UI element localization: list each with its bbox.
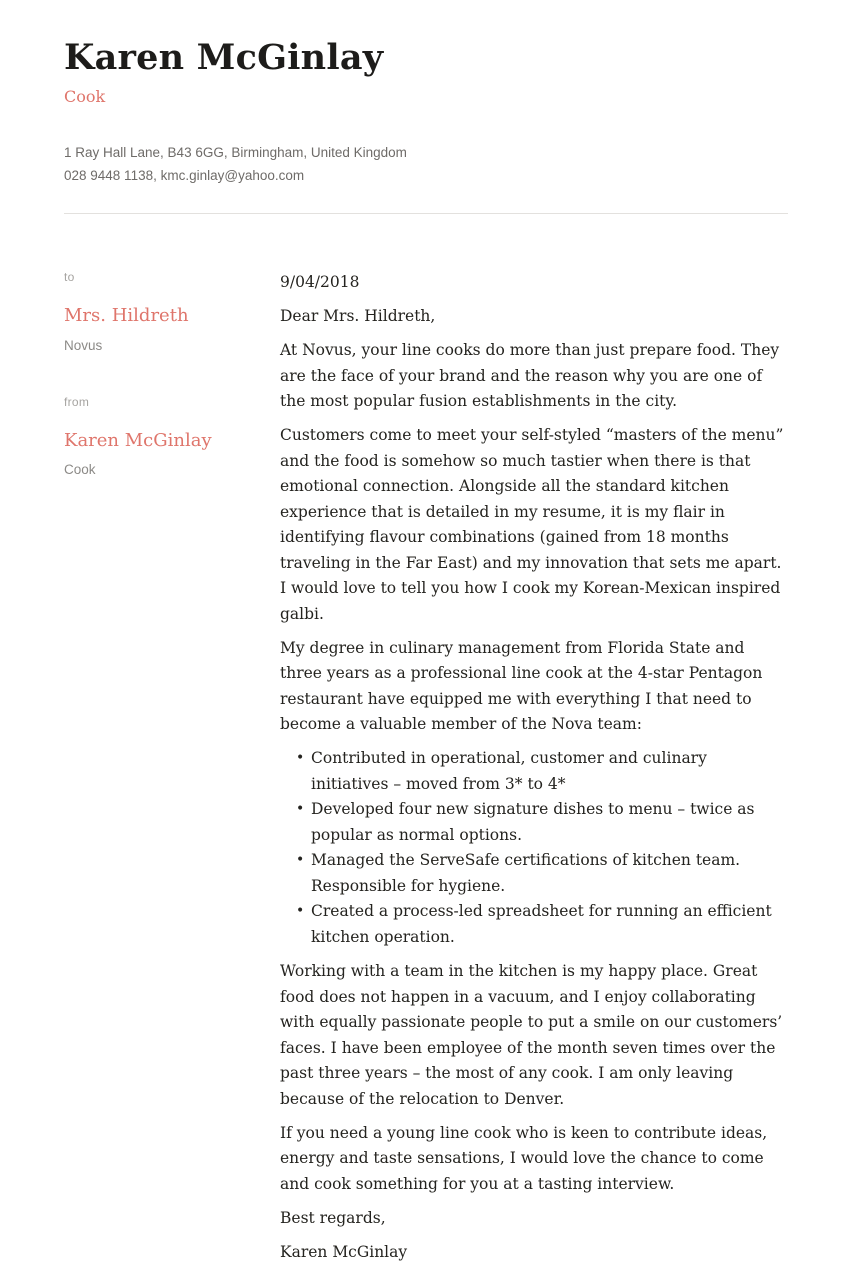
- letter-content: [280, 270, 788, 1274]
- letter-header: [64, 38, 788, 214]
- letter-date: 9/04/2018: [280, 273, 360, 292]
- letter-salutation: Dear Mrs. Hildreth,: [280, 307, 436, 326]
- letter-paragraph: Working with a team in the kitchen is my happy place. Great food does not happen in a vacuum, and I enjoy collaborating with equally passionate people to put a smile on our customers’ faces. I have been employee of the month seven times over the past three years – the most of any cook. I am only leaving because of the relocation to Denver.: [280, 962, 783, 1108]
- sender-title: Cook: [64, 462, 96, 478]
- letter-paragraph: Customers come to meet your self-styled “masters of the menu” and the food is somehow so much tastier when there is that emotional connection. Alongside all the standard kitchen experience that is detailed in my resume, it is my flair in identifying flavour combinations (gained from 18 months traveling in the Far East) and my innovation that sets me apart. I would love to tell you how I cook my Korean-Mexican inspired galbi.: [280, 426, 784, 623]
- from-label: from: [64, 394, 90, 409]
- recipient-name: Mrs. Hildreth: [64, 305, 189, 327]
- letter-paragraph: If you need a young line cook who is keen to contribute ideas, energy and taste sensations, I would love the chance to come and cook something for you at a tasting interview.: [280, 1123, 768, 1193]
- achievement-list: [280, 746, 788, 950]
- letter-paragraph: At Novus, your line cooks do more than just prepare food. They are the face of your brand and the reason why you are one of the most popular fusion establishments in the city.: [280, 341, 780, 411]
- achievement-item: • Developed four new signature dishes to menu – twice as popular as normal options.: [296, 797, 788, 848]
- achievement-item: • Created a process-led spreadsheet for running an efficient kitchen operation.: [296, 899, 788, 950]
- applicant-address: 1 Ray Hall Lane, B43 6GG, Birmingham, United Kingdom: [64, 145, 407, 161]
- sender-name: Karen McGinlay: [64, 429, 212, 451]
- letter-body-row: [64, 270, 788, 1274]
- applicant-job-title: Cook: [64, 87, 106, 107]
- letter-paragraph: My degree in culinary management from Florida State and three years as a professional line cook at the 4-star Pentagon restaurant have equipped me with everything I that need to become a valuable member of the Nova team:: [280, 638, 763, 734]
- letter-signature: Karen McGinlay: [280, 1242, 408, 1261]
- contact-block: [64, 141, 788, 187]
- to-label: to: [64, 270, 75, 285]
- recipient-company: Novus: [64, 337, 103, 353]
- achievement-item: • Contributed in operational, customer and culinary initiatives – moved from 3* to 4*: [296, 746, 788, 797]
- achievement-item: • Managed the ServeSafe certifications of kitchen team. Responsible for hygiene.: [296, 848, 788, 899]
- sender-group: [64, 395, 280, 478]
- letter-sidebar: [64, 270, 280, 1274]
- header-divider: [64, 213, 788, 214]
- applicant-name: Karen McGinlay: [64, 37, 384, 78]
- recipient-group: [64, 270, 280, 353]
- applicant-phone-email: 028 9448 1138, kmc.ginlay@yahoo.com: [64, 168, 305, 184]
- letter-signoff: Best regards,: [280, 1208, 386, 1227]
